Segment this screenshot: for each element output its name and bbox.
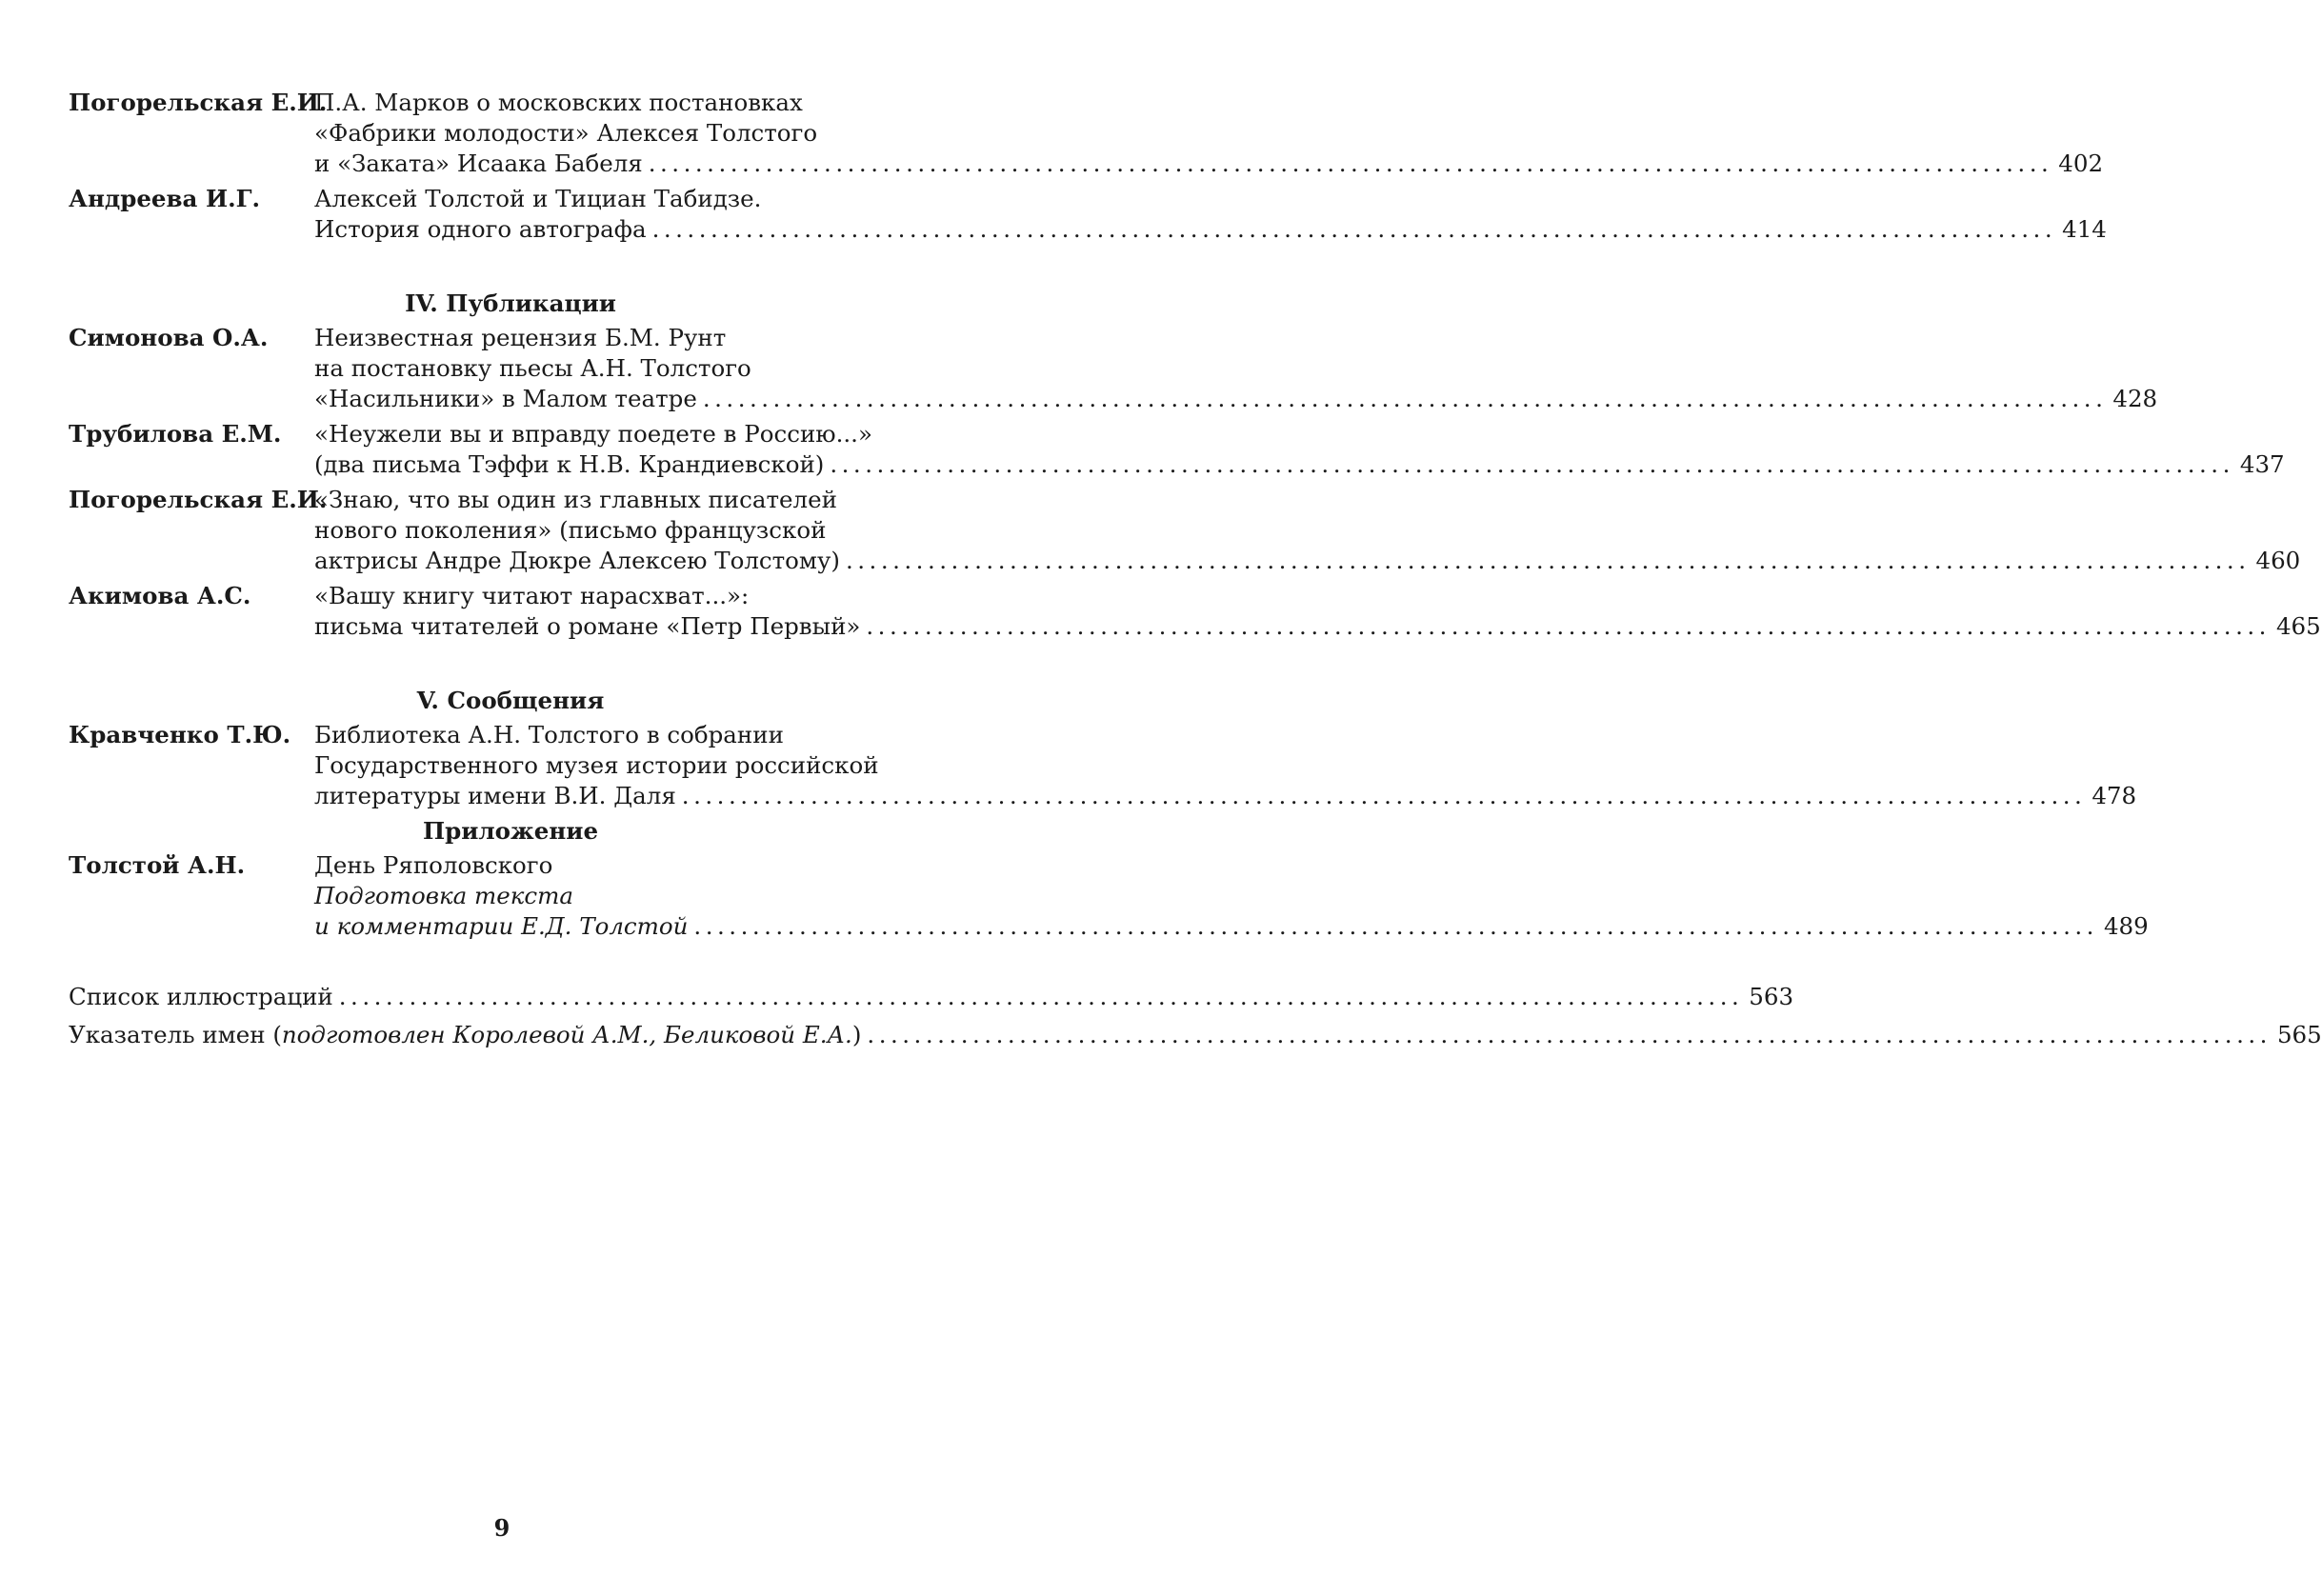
toc-entry	[69, 88, 2104, 179]
entry-page-number: 563	[1749, 983, 1794, 1010]
entry-title-last-line	[314, 214, 2106, 245]
entry-title	[314, 720, 2135, 811]
entry-title-line: литературы имени В.И. Даля	[314, 782, 676, 809]
table-of-contents	[69, 88, 2322, 1058]
entry-page-number: 414	[2062, 215, 2107, 243]
entry-title-last-line	[314, 781, 2135, 811]
entry-title-line: День Ряполовского	[314, 851, 553, 879]
entry-title-line: «Неужели вы и вправду поедете в Россию...»	[314, 420, 872, 448]
entry-title	[314, 88, 2102, 179]
entry-page-number: 428	[2112, 385, 2158, 412]
entry-page-number: 460	[2255, 547, 2301, 574]
entry-title-line: Подготовка текста	[314, 882, 573, 909]
toc-entry	[69, 323, 2158, 414]
entry-page-number: 437	[2239, 450, 2285, 478]
entry-author: Кравченко Т.Ю.	[69, 721, 291, 748]
name-index-label-end: )	[851, 1021, 862, 1048]
entry-title-line: нового поколения» (письмо французской	[314, 516, 827, 544]
leader-dots: ........................................................................................................................	[702, 385, 2108, 412]
entry-title-line: Государственного музея истории российской	[314, 751, 879, 779]
entry-title	[314, 485, 2300, 576]
illustrations-label: Список иллюстраций	[69, 983, 333, 1010]
entry-title-line: Библиотека А.Н. Толстого в собрании	[314, 721, 784, 748]
toc-entry	[69, 720, 2137, 811]
entry-title-line: Алексей Толстой и Тициан Табидзе.	[314, 185, 762, 212]
entry-title	[314, 850, 2148, 942]
entry-page-number: 489	[2103, 912, 2149, 940]
page-number: 9	[493, 1514, 510, 1542]
toc-entry	[69, 485, 2301, 576]
leader-dots: ........................................................................................................................	[648, 150, 2053, 177]
entry-title-line: П.А. Марков о московских постановках	[314, 89, 803, 116]
entry-title	[314, 184, 2106, 245]
entry-author: Трубилова Е.М.	[69, 420, 282, 448]
leader-dots: ........................................................................................................................	[830, 450, 2234, 478]
leader-dots: ........................................................................................................................	[866, 612, 2271, 640]
name-index-label-start: Указатель имен (	[69, 1021, 282, 1048]
entry-title-line: актрисы Андре Дюкре Алексею Толстому)	[314, 547, 840, 574]
name-index-label-italic: подготовлен Королевой А.М., Беликовой Е.А.	[281, 1021, 852, 1048]
section-heading-publications: IV. Публикации	[405, 289, 616, 317]
name-index-label	[69, 1020, 861, 1050]
entry-title-last-line	[314, 149, 2102, 179]
entry-title-line: (два письма Тэффи к Н.В. Крандиевской)	[314, 450, 825, 478]
leader-dots: ........................................................................................................................	[338, 983, 1744, 1010]
entry-title-last-line	[314, 911, 2148, 942]
entry-author: Толстой А.Н.	[69, 851, 246, 879]
entry-title-line: и «Заката» Исаака Бабеля	[314, 150, 643, 177]
entry-title-line: «Знаю, что вы один из главных писателей	[314, 486, 837, 513]
entry-title-line: История одного автографа	[314, 215, 647, 243]
toc-entry	[69, 184, 2107, 245]
entry-title-last-line	[314, 546, 2300, 576]
entry-author: Акимова А.С.	[69, 582, 251, 609]
toc-tail	[69, 982, 2322, 1050]
entry-title-line: и комментарии Е.Д. Толстой	[314, 912, 689, 940]
leader-dots: ........................................................................................................................	[651, 215, 2057, 243]
entry-author: Погорельская Е.И.	[69, 89, 328, 116]
toc-entry	[69, 850, 2149, 942]
section-heading-appendix: Приложение	[422, 817, 599, 845]
toc-entry	[69, 581, 2321, 642]
entry-page-number: 402	[2058, 150, 2104, 177]
entry-title-last-line	[314, 384, 2156, 414]
entry-title-line: письма читателей о романе «Петр Первый»	[314, 612, 861, 640]
entry-title-last-line	[314, 611, 2320, 642]
leader-dots: ........................................................................................................................	[681, 782, 2087, 809]
entry-author: Андреева И.Г.	[69, 185, 261, 212]
leader-dots: ........................................................................................................................	[845, 547, 2251, 574]
entry-title-line: Неизвестная рецензия Б.М. Рунт	[314, 324, 727, 351]
entry-page-number: 565	[2276, 1021, 2322, 1048]
leader-dots: ........................................................................................................................	[693, 912, 2098, 940]
entry-title-line: «Фабрики молодости» Алексея Толстого	[314, 119, 818, 147]
entry-author: Погорельская Е.И.	[69, 486, 328, 513]
illustrations-entry	[69, 982, 1794, 1012]
entry-title-line: «Насильники» в Малом театре	[314, 385, 697, 412]
entry-title	[314, 581, 2320, 642]
entry-page-number: 478	[2092, 782, 2137, 809]
toc-entry	[69, 419, 2285, 480]
entry-title-line: на постановку пьесы А.Н. Толстого	[314, 354, 751, 382]
entry-page-number: 465	[2275, 612, 2321, 640]
entry-title-last-line	[314, 449, 2284, 480]
entry-title	[314, 323, 2156, 414]
entry-title-line: «Вашу книгу читают нарасхват...»:	[314, 582, 750, 609]
entry-title	[314, 419, 2284, 480]
leader-dots: ........................................................................................................................	[867, 1021, 2272, 1048]
section-heading-messages: V. Сообщения	[416, 687, 605, 714]
name-index-entry	[69, 1020, 2322, 1050]
entry-author: Симонова О.А.	[69, 324, 269, 351]
